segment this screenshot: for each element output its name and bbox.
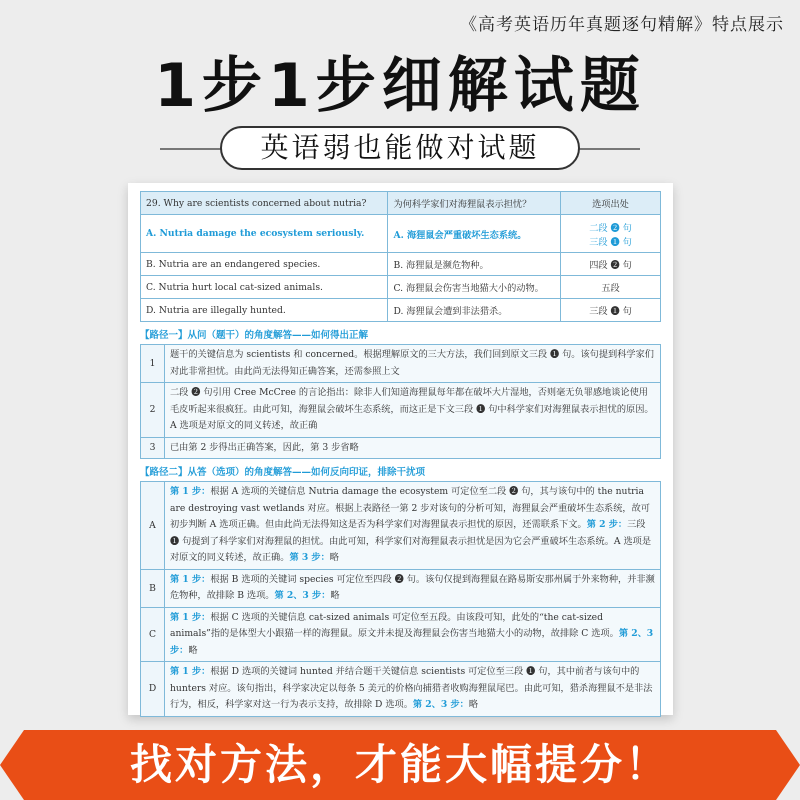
table-row	[141, 437, 661, 459]
step-content: 略	[468, 699, 479, 710]
step-content: 根据 A 选项的关键信息 Nutria damage the ecosystem 可定位至二段 ❷ 句，其与该句中的 the nutria are destroying vast wetlands 对应。根据上表路径一第 2 步对该句的分析可知，海狸鼠会严重破坏生态系统，故可初步判断 A 选项正确。但由此尚无法得知这是否为科学家们对海狸鼠表示担忧的原因，还需联系下文。	[170, 486, 650, 530]
option-en: A. Nutria damage the ecosystem seriously.	[141, 215, 388, 253]
step-label: 第 3 步：	[289, 552, 330, 563]
route2-table	[140, 481, 661, 717]
banner-slogan: 找对方法，才能大幅提分！	[129, 740, 670, 789]
table-row	[141, 215, 661, 253]
option-label: A	[141, 482, 165, 570]
source-line: 二段 ❷ 句	[589, 222, 632, 234]
option-label: B	[141, 569, 165, 607]
step-number: 1	[141, 345, 165, 383]
table-row	[141, 192, 661, 215]
source-line: 三段 ❶ 句	[589, 236, 632, 248]
route2-title: 【路径二】从答（选项）的角度解答——如何反向印证，排除干扰项	[140, 467, 426, 478]
analysis-text	[165, 662, 661, 717]
step-label: 第 2、3 步：	[274, 590, 331, 601]
table-row	[141, 345, 661, 383]
subtitle-right-line	[570, 148, 640, 150]
page-title: 1步1步细解试题	[154, 51, 646, 121]
option-source: 四段 ❷ 句	[561, 253, 661, 276]
option-zh: D. 海狸鼠会遭到非法猎杀。	[388, 299, 561, 322]
top-caption: 《高考英语历年真题逐句精解》特点展示	[460, 15, 784, 35]
table-row	[141, 607, 661, 662]
option-en: C. Nutria hurt local cat-sized animals.	[141, 276, 388, 299]
step-content: 略	[330, 590, 340, 601]
step-content: 根据 C 选项的关键信息 cat-sized animals 可定位至五段。由该段可知，此处的“the cat-sized animals”指的是体型大小跟猫一样的海狸鼠。原文并未提及海狸鼠会伤害当地猫大小的动物，故排除 C 选项。	[170, 611, 619, 639]
step-label: 第 1 步：	[170, 666, 211, 677]
step-content: 根据 B 选项的关键词 species 可定位至四段 ❷ 句。该句仅提到海狸鼠在路易斯安那州属于外来物种，并非濒危物种，故排除 B 选项。	[170, 573, 655, 601]
book-page	[128, 183, 673, 715]
step-label: 第 2、3 步：	[170, 628, 654, 656]
step-label: 第 1 步：	[170, 611, 211, 623]
source-header: 选项出处	[561, 192, 661, 215]
table-row	[141, 482, 661, 570]
option-zh: C. 海狸鼠会伤害当地猫大小的动物。	[388, 276, 561, 299]
question-zh: 为何科学家们对海狸鼠表示担忧？	[388, 192, 561, 215]
step-content: 三段 ❶ 句提到了科学家们对海狸鼠的担忧。由此可知，科学家们对海狸鼠表示担忧是因为它会严重破坏生态系统。A 选项是对原文的同义转述，故正确。	[170, 519, 652, 563]
step-label: 第 2 步：	[586, 519, 628, 530]
option-zh: A. 海狸鼠会严重破坏生态系统。	[388, 215, 561, 253]
table-row	[141, 383, 661, 438]
step-text: 已由第 2 步得出正确答案，因此，第 3 步省略	[165, 437, 661, 459]
step-text: 二段 ❷ 句引用 Cree McCree 的言论指出：除非人们知道海狸鼠每年都在破坏大片湿地，否则毫无负罪感地谈论使用毛皮听起来很疯狂。由此可知，海狸鼠会破坏生态系统，而这正是下文三段 ❶ 句中科学家们对海狸鼠表示担忧的原因。A 选项是对原文的同义转述，故正确	[165, 383, 661, 438]
step-content: 根据 D 选项的关键词 hunted 并结合题干关键信息 scientists 可定位至三段 ❶ 句，其中前者与该句中的 hunters 对应。该句指出，科学家决定以每条 5 美元的价格向捕猎者收购海狸鼠尾巴。由此可知，猎杀海狸鼠不是非法行为，相反，科学家对这一行为表示支持，故排除 D 选项。	[170, 666, 653, 710]
step-label: 第 1 步：	[170, 486, 211, 497]
analysis-text	[165, 569, 661, 607]
analysis-text	[165, 607, 661, 662]
subtitle-wrap	[220, 126, 580, 170]
option-label: C	[141, 607, 165, 662]
option-zh: B. 海狸鼠是濒危物种。	[388, 253, 561, 276]
table-row	[141, 276, 661, 299]
step-content: 略	[188, 644, 198, 656]
option-source: 五段	[561, 276, 661, 299]
table-row	[141, 299, 661, 322]
route1-title: 【路径一】从问（题干）的角度解答——如何得出正解	[140, 330, 369, 341]
question-en: 29. Why are scientists concerned about nutria?	[141, 192, 388, 215]
table-row	[141, 569, 661, 607]
option-source	[561, 215, 661, 253]
table-row	[141, 662, 661, 717]
step-number: 2	[141, 383, 165, 438]
subtitle-badge: 英语弱也能做对试题	[220, 126, 580, 170]
option-en: D. Nutria are illegally hunted.	[141, 299, 388, 322]
option-source: 三段 ❶ 句	[561, 299, 661, 322]
table-row	[141, 253, 661, 276]
option-en: B. Nutria are an endangered species.	[141, 253, 388, 276]
question-table	[140, 191, 661, 322]
step-label: 第 2、3 步：	[412, 699, 469, 710]
route1-table	[140, 344, 661, 459]
step-number: 3	[141, 437, 165, 459]
option-label: D	[141, 662, 165, 717]
step-text: 题干的关键信息为 scientists 和 concerned。根据理解原文的三大方法，我们回到原文三段 ❶ 句。该句提到科学家们对此非常担忧。由此尚无法得知正确答案，还需参照上文	[165, 345, 661, 383]
analysis-text	[165, 482, 661, 570]
step-content: 略	[329, 552, 339, 563]
step-label: 第 1 步：	[170, 573, 211, 585]
